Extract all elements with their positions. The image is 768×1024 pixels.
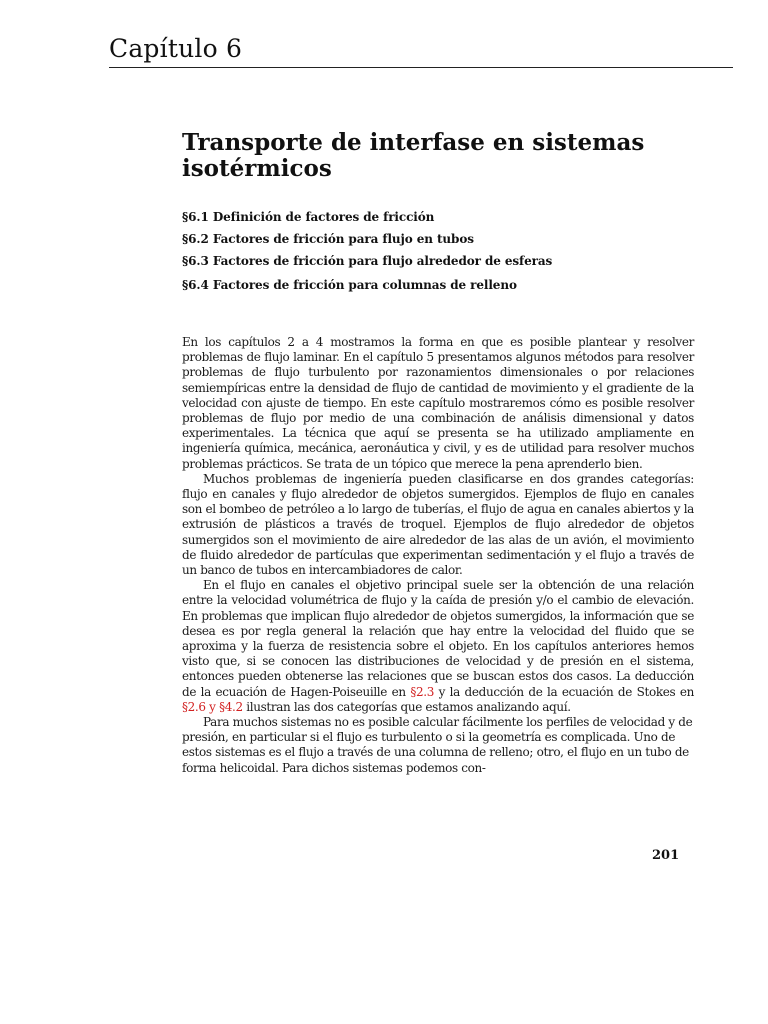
paragraph-3-text-end: ilustran las dos categorías que estamos analizando aquí. <box>246 699 571 714</box>
cross-reference-2-3[interactable]: §2.3 <box>410 684 435 699</box>
section-item-6-3: §6.3 Factores de fricción para flujo alrededor de esferas <box>182 254 553 268</box>
section-list <box>182 210 552 300</box>
paragraph-3-text-mid: y la deducción de la ecuación de Stokes en <box>438 684 695 699</box>
cross-reference-4-2[interactable]: §4.2 <box>219 699 243 714</box>
page-number: 201 <box>652 848 680 863</box>
chapter-title: Transporte de interfase en sistemas isotérmicos <box>182 129 645 182</box>
paragraph-1: En los capítulos 2 a 4 mostramos la forma en que es posible plantear y resolver problemas de flujo laminar. En el capítulo 5 presentamos algunos métodos para resolver problemas de flujo turbulento por razonamientos dimensionales o por relaciones semiempíricas entre la densidad de flujo de cantidad de movimiento y el gradiente de la velocidad con ajuste de tiempo. En este capítulo mostraremos cómo es posible resolver problemas de flujo por medio de una combinación de análisis dimensional y datos experimentales. La técnica que aquí se presenta se ha utilizado ampliamente en ingeniería química, mecánica, aeronáutica y civil, y es de utilidad para resolver muchos problemas prácticos. Se trata de un tópico que merece la pena aprenderlo bien. <box>182 335 694 471</box>
body-text <box>182 335 694 776</box>
cross-reference-2-6-and-4-2[interactable] <box>182 700 243 714</box>
paragraph-2: Muchos problemas de ingeniería pueden clasificarse en dos grandes categorías: flujo en canales y flujo alrededor de objetos sumergidos. Ejemplos de flujo en canales son el bombeo de petróleo a lo largo de tuberías, el flujo de agua en canales abiertos y la extrusión de plásticos a través de troquel. Ejemplos de flujo alrededor de objetos sumergidos son el movimiento de aire alrededor de las alas de un avión, el movimiento de fluido alrededor de partículas que experimentan sedimentación y el flujo a través de un banco de tubos en intercambiadores de calor. <box>182 471 694 578</box>
cross-reference-2-6[interactable]: §2.6 <box>182 699 206 714</box>
chapter-header <box>109 34 733 68</box>
chapter-label: Capítulo 6 <box>109 34 243 63</box>
paragraph-3-text: En el flujo en canales el objetivo principal suele ser la obtención de una relación entre la velocidad volumétrica de flujo y la caída de presión y/o el cambio de elevación. En problemas que implican flujo alrededor de objetos sumergidos, la información que se desea es por regla general la relación que hay entre la velocidad del fluido que se aproxima y la fuerza de resistencia sobre el objeto. En los capítulos anteriores hemos visto que, si se conocen las distribuciones de velocidad y de presión en el sistema, entonces pueden obtenerse las relaciones que se buscan estos dos casos. La deducción de la ecuación de Hagen-Poiseuille en <box>182 578 694 699</box>
cross-reference-conjunction: y <box>209 699 216 714</box>
section-item-6-1: §6.1 Definición de factores de fricción <box>182 210 435 224</box>
section-item-6-4: §6.4 Factores de fricción para columnas de relleno <box>182 278 517 292</box>
section-item-6-2: §6.2 Factores de fricción para flujo en tubos <box>182 232 474 246</box>
paragraph-3 <box>182 578 694 715</box>
paragraph-4: Para muchos sistemas no es posible calcular fácilmente los perfiles de velocidad y de presión, en particular si el flujo es turbulento o si la geometría es complicada. Uno de estos sistemas es el flujo a través de una columna de relleno; otro, el flujo en un tubo de forma helicoidal. Para dichos sistemas podemos con- <box>182 715 693 775</box>
